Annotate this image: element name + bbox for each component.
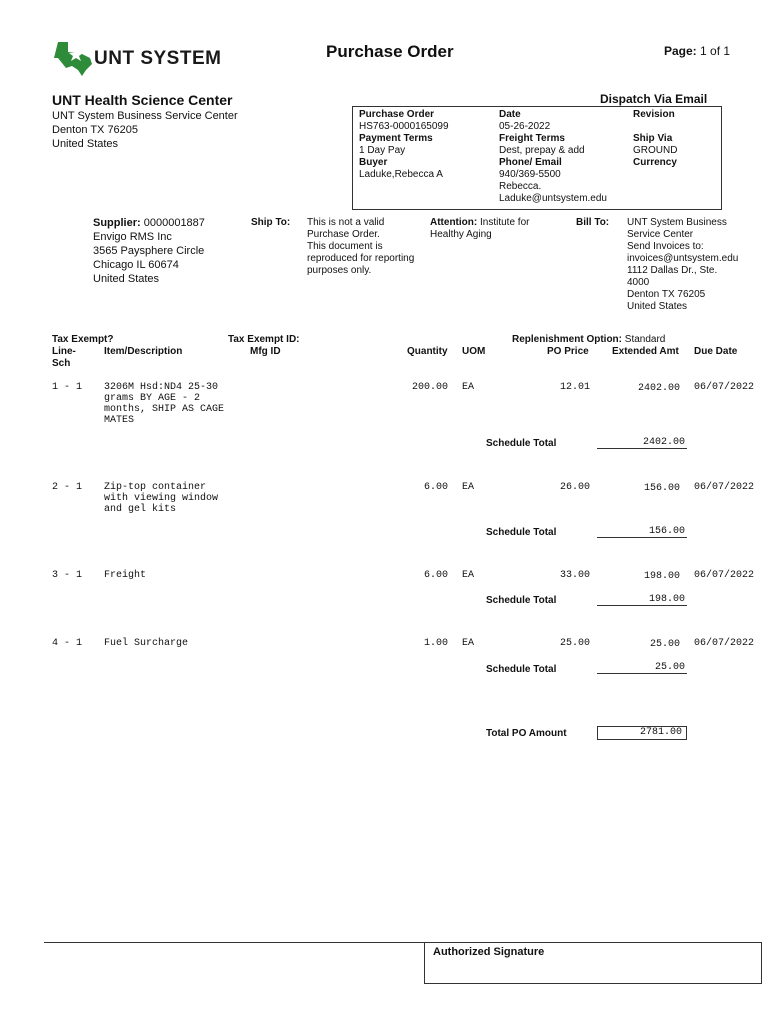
description-line: months, SHIP AS CAGE — [104, 404, 225, 415]
description-line: and gel kits — [104, 504, 177, 515]
description-line: MATES — [104, 415, 135, 426]
col-extended: Extended Amt — [612, 346, 679, 357]
unt-logo — [52, 40, 232, 78]
col-due-date: Due Date — [694, 346, 738, 357]
schedule-total-label: Schedule Total — [486, 664, 557, 675]
line-uom: EA — [462, 638, 475, 649]
col-item: Item/Description — [104, 346, 183, 357]
line-number: 2 - 1 — [52, 482, 83, 493]
page-label: Page: — [664, 44, 697, 58]
supplier-id: 0000001887 — [143, 217, 205, 229]
dispatch-title: Dispatch Via Email — [600, 92, 708, 106]
line-uom: EA — [462, 570, 475, 581]
schedule-total-value: 25.00 — [597, 662, 687, 674]
page-number — [664, 44, 730, 58]
buyer-value: Laduke,Rebecca A — [359, 169, 443, 180]
page-title: Purchase Order — [326, 42, 454, 61]
replenishment-label: Replenishment Option: — [512, 334, 622, 345]
line-price: 33.00 — [559, 570, 590, 581]
supplier-line: Chicago IL 60674 — [93, 259, 179, 271]
ship-via-label: Ship Via — [633, 133, 673, 144]
payment-terms-value: 1 Day Pay — [359, 145, 406, 156]
col-mfg: Mfg ID — [250, 346, 281, 357]
schedule-total-value: 198.00 — [597, 594, 687, 606]
line-extended: 2402.00 — [637, 383, 680, 394]
line-uom: EA — [462, 482, 475, 493]
texas-star-logo-icon — [52, 40, 94, 78]
line-due-date: 06/07/2022 — [694, 382, 755, 393]
replenishment-value: Standard — [624, 334, 666, 345]
org-address-line: UNT System Business Service Center — [52, 110, 238, 122]
po-number: HS763-0000165099 — [359, 121, 449, 132]
dispatch-col-3 — [633, 109, 677, 169]
line-due-date: 06/07/2022 — [694, 570, 755, 581]
signature-label: Authorized Signature — [433, 946, 545, 958]
attention-label: Attention: — [430, 217, 478, 228]
date-value: 05-26-2022 — [499, 121, 551, 132]
org-address-line: United States — [52, 138, 119, 150]
col-uom: UOM — [462, 346, 486, 357]
ship-to-line: Purchase Order. — [307, 229, 380, 240]
org-address-line: Denton TX 76205 — [52, 124, 139, 136]
line-description: Fuel Surcharge — [104, 638, 189, 649]
payment-terms-label: Payment Terms — [359, 133, 433, 144]
bill-to-line: Send Invoices to: — [627, 241, 704, 252]
line-price: 26.00 — [559, 482, 590, 493]
line-due-date: 06/07/2022 — [694, 482, 755, 493]
phone-value: 940/369-5500 — [499, 169, 561, 180]
ship-to-label: Ship To: — [251, 217, 291, 228]
logo-text: UNT SYSTEM — [94, 48, 222, 69]
col-line-sch — [52, 346, 76, 370]
line-price: 25.00 — [559, 638, 590, 649]
line-extended: 156.00 — [643, 483, 680, 494]
bill-to-line: 1112 Dallas Dr., Ste. — [627, 265, 718, 276]
line-description — [104, 482, 218, 515]
signature-line — [44, 942, 424, 943]
freight-terms-value: Dest, prepay & add — [499, 145, 585, 156]
col-sch: Sch — [52, 358, 71, 369]
org-address — [52, 109, 238, 151]
line-extended: 198.00 — [643, 571, 680, 582]
line-extended: 25.00 — [649, 639, 680, 650]
line-number: 1 - 1 — [52, 382, 83, 393]
currency-label: Currency — [633, 157, 677, 168]
supplier-label: Supplier: — [93, 217, 141, 229]
ship-to-block — [307, 217, 414, 277]
bill-to-line: United States — [627, 301, 688, 312]
bill-to-line: invoices@untsystem.edu — [627, 253, 739, 264]
col-po-price: PO Price — [547, 346, 589, 357]
col-quantity: Quantity — [407, 346, 448, 357]
supplier-line: 3565 Paysphere Circle — [93, 245, 205, 257]
phone-email-label: Phone/ Email — [499, 157, 562, 168]
line-description — [104, 382, 224, 426]
ship-to-line: reproduced for reporting — [307, 253, 415, 264]
schedule-total-label: Schedule Total — [486, 438, 557, 449]
bill-to-line: 4000 — [627, 277, 650, 288]
description-line: grams BY AGE - 2 — [104, 393, 201, 404]
ship-via-value: GROUND — [633, 145, 678, 156]
page-value: 1 of 1 — [700, 44, 731, 58]
col-line: Line- — [52, 346, 76, 357]
line-due-date: 06/07/2022 — [694, 638, 755, 649]
ship-to-line: This document is — [307, 241, 383, 252]
freight-terms-label: Freight Terms — [499, 133, 565, 144]
schedule-total-value: 2402.00 — [597, 437, 687, 449]
line-description: Freight — [104, 570, 147, 581]
schedule-total-label: Schedule Total — [486, 527, 557, 538]
description-line: 3206M Hsd:ND4 25-30 — [104, 382, 219, 393]
line-number: 3 - 1 — [52, 570, 83, 581]
email-line: Laduke@untsystem.edu — [499, 193, 607, 204]
ship-to-line: purposes only. — [307, 265, 372, 276]
bill-to-label: Bill To: — [576, 217, 610, 228]
line-number: 4 - 1 — [52, 638, 83, 649]
total-po-label: Total PO Amount — [486, 728, 567, 739]
bill-to-line: Denton TX 76205 — [627, 289, 706, 300]
line-uom: EA — [462, 382, 475, 393]
attention-block — [430, 217, 529, 241]
supplier-line: United States — [93, 273, 160, 285]
schedule-total-label: Schedule Total — [486, 595, 557, 606]
email-line: Rebecca. — [499, 181, 542, 192]
supplier-block — [93, 216, 205, 286]
supplier-line: Envigo RMS Inc — [93, 231, 172, 243]
total-po-value: 2781.00 — [597, 726, 687, 740]
revision-label: Revision — [633, 109, 675, 120]
ship-to-line: This is not a valid — [307, 217, 385, 228]
replenishment-option — [512, 334, 665, 345]
line-quantity: 6.00 — [423, 482, 448, 493]
line-quantity: 1.00 — [423, 638, 448, 649]
attention-line: Institute for — [480, 217, 530, 228]
org-name: UNT Health Science Center — [52, 92, 233, 108]
line-quantity: 200.00 — [411, 382, 448, 393]
bill-to-line: UNT System Business — [627, 217, 727, 228]
schedule-total-value: 156.00 — [597, 526, 687, 538]
line-quantity: 6.00 — [423, 570, 448, 581]
line-price: 12.01 — [559, 382, 590, 393]
dispatch-col-1 — [359, 109, 449, 181]
description-line: Zip-top container — [104, 482, 207, 493]
bill-to-line: Service Center — [627, 229, 694, 240]
po-label: Purchase Order — [359, 109, 435, 120]
bill-to-block — [627, 217, 738, 313]
dispatch-box — [352, 106, 722, 210]
date-label: Date — [499, 109, 521, 120]
buyer-label: Buyer — [359, 157, 388, 168]
signature-box — [424, 942, 762, 984]
description-line: with viewing window — [104, 493, 219, 504]
tax-exempt-id-label: Tax Exempt ID: — [228, 334, 300, 345]
dispatch-col-2 — [499, 109, 607, 205]
attention-line: Healthy Aging — [430, 229, 492, 240]
tax-exempt-label: Tax Exempt? — [52, 334, 114, 345]
